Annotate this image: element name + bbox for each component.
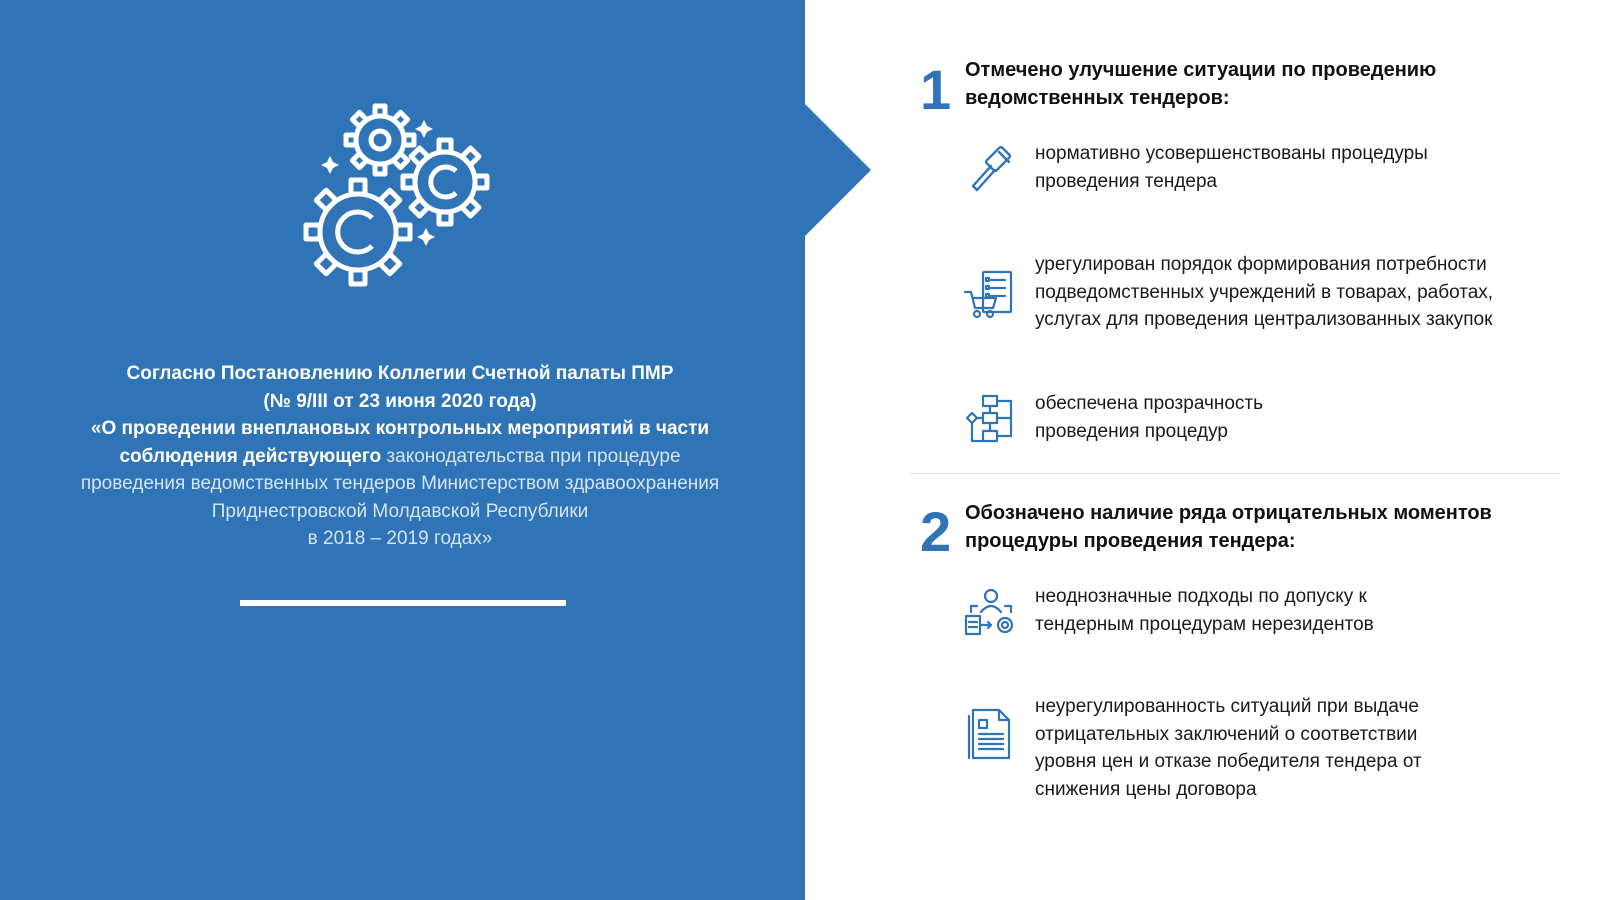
section-2-number: 2: [920, 500, 952, 563]
section-2-title: Обозначено наличие ряда отрицательных моментов процедуры проведения тендера:: [965, 502, 1492, 552]
section-divider: [910, 473, 1560, 474]
arrow-pointer: [804, 103, 871, 237]
intro-line-4-rest: законодательства при процедуре: [381, 445, 681, 467]
cart-checklist-icon: [963, 268, 1019, 324]
section-1-item-3-text: обеспечена прозрачность проведения процедур: [1035, 393, 1264, 442]
section-1-item-2-text: урегулирован порядок формирования потребности подведомственных учреждений в товарах, работах, услугах для проведения централизованных закупок: [1035, 254, 1494, 330]
intro-line-1: Согласно Постановлению Коллегии Счетной палаты ПМР: [126, 363, 674, 384]
document-icon: [963, 706, 1019, 762]
intro-line-7: в 2018 – 2019 годах»: [307, 528, 493, 549]
section-2-item-2-text: неурегулированность ситуаций при выдаче отрицательных заключений о соответствии уровня цен и отказе победителя тендера от снижения цены договора: [1035, 696, 1422, 800]
intro-line-3: «О проведении внеплановых контрольных мероприятий в части: [90, 418, 710, 439]
intro-line-6: Приднестровской Молдавской Республики: [211, 500, 589, 522]
gavel-icon: [965, 142, 1021, 198]
section-1-title: Отмечено улучшение ситуации по проведению ведомственных тендеров:: [965, 59, 1437, 109]
divider-bar: [240, 600, 566, 606]
gears-icon: [300, 100, 510, 300]
intro-line-5: проведения ведомственных тендеров Министерством здравоохранения: [80, 473, 720, 494]
section-1-item-1-text: нормативно усовершенствованы процедуры проведения тендера: [1035, 143, 1428, 192]
intro-line-4-bold: соблюдения действующего: [119, 445, 382, 467]
flowchart-icon: [963, 393, 1019, 449]
resolution-reference: [40, 360, 760, 553]
intro-line-2: (№ 9/III от 23 июня 2020 года): [263, 390, 537, 412]
section-2-item-1-text: неоднозначные подходы по допуску к тендерным процедурам нерезидентов: [1035, 586, 1374, 635]
person-process-icon: [963, 586, 1019, 642]
section-1-number: 1: [920, 58, 952, 121]
